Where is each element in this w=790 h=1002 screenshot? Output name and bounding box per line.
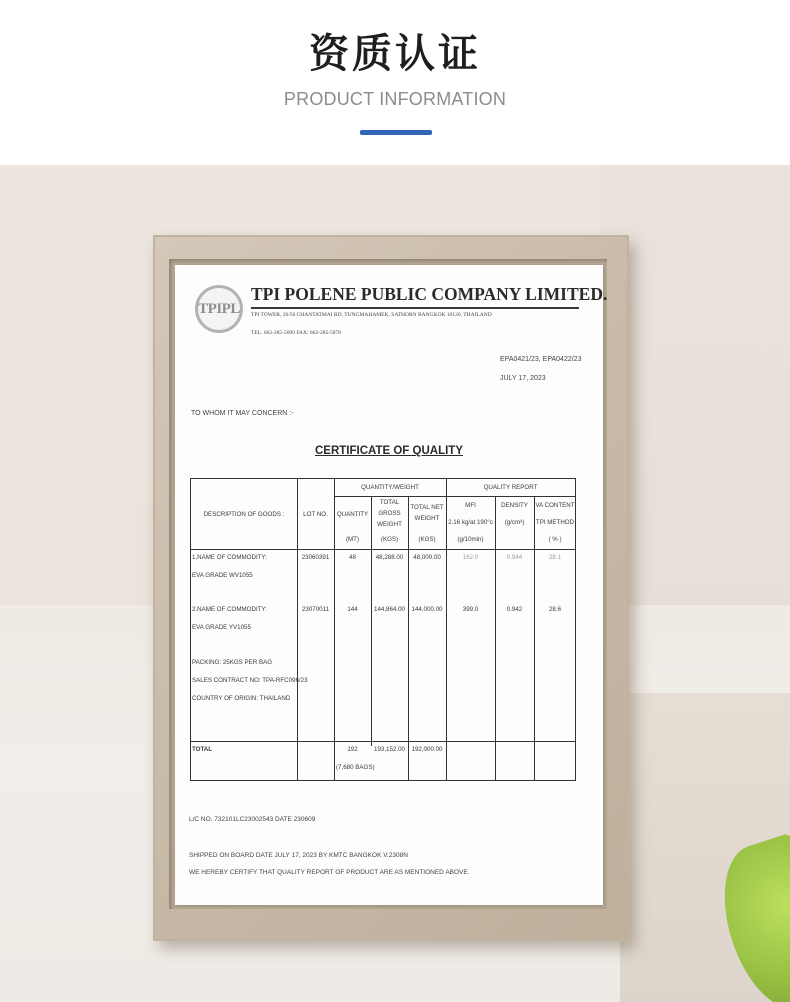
- table-divider: [334, 496, 575, 497]
- row2-va: 28.6: [548, 606, 562, 613]
- row2-gross: 144,864.00: [374, 606, 405, 613]
- col-net-1: TOTAL NET: [410, 504, 444, 511]
- certificate-date: JULY 17, 2023: [500, 375, 546, 382]
- row2-lot: 23070011: [301, 606, 330, 613]
- table-divider: [371, 497, 372, 746]
- shipped-note: SHIPPED ON BOARD DATE JULY 17, 2023 BY KMTC BANGKOK V.2308N: [189, 852, 408, 859]
- row2-mfi: 399.0: [462, 606, 479, 613]
- table-divider: [334, 479, 335, 780]
- col-net-2: WEIGHT: [414, 515, 440, 522]
- row1-desc-1: 1.NAME OF COMMODITY:: [192, 554, 267, 561]
- header-quality-report: QUALITY REPORT: [483, 484, 538, 491]
- company-address: TPI TOWER, 26/56 CHANTATMAI RD, TUNGMAHAMEK, SATHORN BANGKOK 10120, THAILAND: [251, 312, 492, 318]
- table-divider: [191, 549, 575, 550]
- col-va-2: TPI METHOD: [535, 519, 575, 526]
- certify-statement: WE HEREBY CERTIFY THAT QUALITY REPORT OF PRODUCT ARE AS MENTIONED ABOVE.: [189, 869, 470, 876]
- company-rule: [251, 307, 579, 309]
- table-divider: [297, 479, 298, 780]
- row1-density: 0.944: [506, 554, 523, 561]
- sales-contract-note: SALES CONTRACT NO: TPA-RFC096/23: [192, 677, 308, 684]
- total-bags: (7,680 BAGS): [336, 764, 375, 771]
- row2-density: 0.942: [506, 606, 523, 613]
- table-divider: [191, 741, 575, 742]
- col-lot-no: LOT NO.: [303, 511, 328, 518]
- total-gross: 193,152.00: [374, 746, 405, 753]
- col-quantity: QUANTITY: [336, 511, 369, 518]
- certificate-paper: [175, 265, 608, 905]
- col-density-2: (g/cm³): [504, 519, 525, 526]
- header-quantity-weight: QUANTITY/WEIGHT: [361, 484, 419, 491]
- unit-kgs-gross: (KGS): [380, 536, 399, 543]
- col-mfi-2: 2.16 kg/at 190°c: [448, 519, 493, 526]
- total-net: 192,000.00: [411, 746, 443, 753]
- unit-mt: (MT): [345, 536, 360, 543]
- row2-desc-2: EVA GRADE YV1055: [192, 624, 251, 631]
- reference-number: EPA0421/23, EPA0422/23: [500, 356, 582, 363]
- logo-text: TPIPL: [198, 301, 240, 317]
- packing-note: PACKING: 25KGS PER BAG: [192, 659, 273, 666]
- row1-lot: 23060391: [301, 554, 330, 561]
- col-mfi-3: (g/10min): [457, 536, 484, 543]
- certificate-frame: [153, 235, 629, 941]
- company-phone: TEL. 662-285-5090 FAX: 662-285-5878: [251, 330, 342, 336]
- page-subtitle: PRODUCT INFORMATION: [283, 89, 507, 109]
- table-divider: [495, 497, 496, 780]
- total-quantity: 192: [347, 746, 358, 753]
- total-label: TOTAL: [192, 746, 213, 753]
- row1-gross: 48,288.00: [375, 554, 404, 561]
- row1-net: 48,000.00: [413, 554, 441, 561]
- col-va-3: ( % ): [548, 536, 562, 543]
- quality-table: [190, 478, 576, 781]
- col-density-1: DENSITY: [501, 502, 528, 509]
- lc-number: L/C NO. 732101LC23002543 DATE 230609: [189, 816, 316, 823]
- row1-desc-2: EVA GRADE WV1055: [192, 572, 253, 579]
- page-header: [0, 0, 790, 165]
- col-description: DESCRIPTION OF GOODS :: [203, 511, 285, 518]
- row1-quantity: 48: [349, 554, 356, 561]
- col-mfi-1: MFI: [465, 502, 476, 509]
- col-gross-2: GROSS: [378, 510, 401, 517]
- title-underline-bar: [360, 130, 432, 135]
- col-gross-1: TOTAL: [379, 499, 400, 506]
- unit-kgs-net: (KGS): [418, 536, 436, 543]
- col-gross-3: WEIGHT: [377, 521, 402, 528]
- row2-quantity: 144: [347, 606, 358, 613]
- row1-va: 28.1: [548, 554, 562, 561]
- photo-scene: [0, 165, 790, 1002]
- row2-net: 144,000.00: [411, 606, 443, 613]
- certificate-title: CERTIFICATE OF QUALITY: [314, 445, 463, 457]
- company-name: TPI POLENE PUBLIC COMPANY LIMITED.: [251, 284, 608, 304]
- origin-note: COUNTRY OF ORIGIN: THAILAND: [192, 695, 291, 702]
- col-va-1: VA CONTENT: [535, 502, 575, 509]
- page-title: 资质认证: [309, 31, 481, 77]
- salutation: TO WHOM IT MAY CONCERN :-: [191, 410, 294, 417]
- row2-desc-1: 2.NAME OF COMMODITY:: [192, 606, 267, 613]
- company-logo: [195, 285, 243, 333]
- row1-mfi: 162.0: [462, 554, 479, 561]
